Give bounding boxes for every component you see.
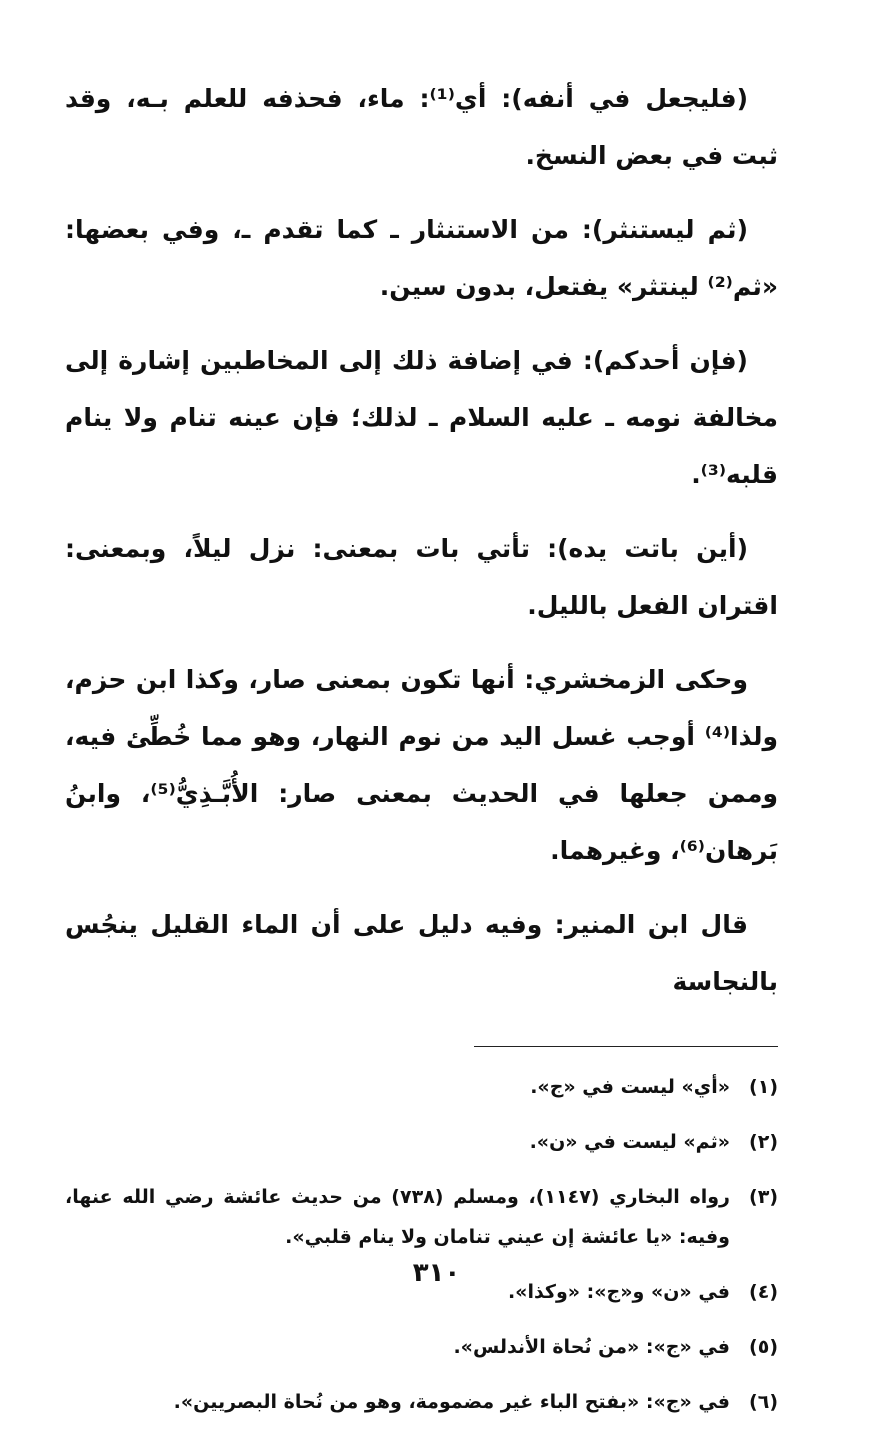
footnote-text: في «ج»: «بفتح الباء غير مضمومة، وهو من نُحاة البصريين».: [173, 1391, 730, 1413]
footnote: [65, 1067, 778, 1107]
main-text: [65, 70, 778, 1010]
footnote-text: في «ن» و«ج»: «وكذا».: [507, 1281, 730, 1303]
footnote: [65, 1122, 778, 1162]
footnote: [65, 1177, 778, 1257]
footnote-number: (١): [749, 1076, 778, 1098]
page-body: [65, 70, 778, 1437]
footnote-number: (٣): [749, 1186, 778, 1208]
footnote-number: (٢): [749, 1131, 778, 1153]
paragraph: (ثم ليستنثر): من الاستنثار ـ كما تقدم ـ، وفي بعضها: «ثم⁽²⁾ لينتثر» يفتعل، بدون سين.: [65, 215, 778, 301]
footnote-text: «أي» ليست في «ج».: [530, 1076, 730, 1098]
paragraph: (فإن أحدكم): في إضافة ذلك إلى المخاطبين إشارة إلى مخالفة نومه ـ عليه السلام ـ لذلك؛ فإن عينه تنام ولا ينام قلبه⁽³⁾.: [65, 346, 778, 489]
footnote-divider: [474, 1046, 778, 1047]
footnote: [65, 1382, 778, 1422]
footnotes: [65, 1067, 778, 1422]
footnote-text: «ثم» ليست في «ن».: [529, 1131, 730, 1153]
footnote-text: رواه البخاري (١١٤٧)، ومسلم (٧٣٨) من حديث عائشة رضي الله عنها، وفيه: «يا عائشة إن عيني تنامان ولا ينام قلبي».: [65, 1186, 730, 1248]
page-number: ٣١٠: [412, 1258, 461, 1288]
footnote-number: (٥): [749, 1336, 778, 1358]
footnote-number: (٦): [749, 1391, 778, 1413]
footnote-text: في «ج»: «من نُحاة الأندلس».: [453, 1336, 730, 1358]
paragraph: وحكى الزمخشري: أنها تكون بمعنى صار، وكذا ابن حزم، ولذا⁽⁴⁾ أوجب غسل اليد من نوم النهار، وهو مما خُطِّئ فيه، وممن جعلها في الحديث بمعنى صار: الأُبَّـذِيُّ⁽⁵⁾، وابنُ بَرهان⁽⁶⁾، وغيرهما.: [65, 665, 778, 865]
paragraph: (أين باتت يده): تأتي بات بمعنى: نزل ليلاً، وبمعنى: اقتران الفعل بالليل.: [65, 534, 778, 620]
footnote: [65, 1327, 778, 1367]
paragraph: قال ابن المنير: وفيه دليل على أن الماء القليل ينجُس بالنجاسة: [65, 910, 778, 996]
footnote-number: (٤): [749, 1281, 778, 1303]
paragraph: (فليجعل في أنفه): أي⁽¹⁾: ماء، فحذفه للعلم بـه، وقد ثبت في بعض النسخ.: [65, 84, 778, 170]
